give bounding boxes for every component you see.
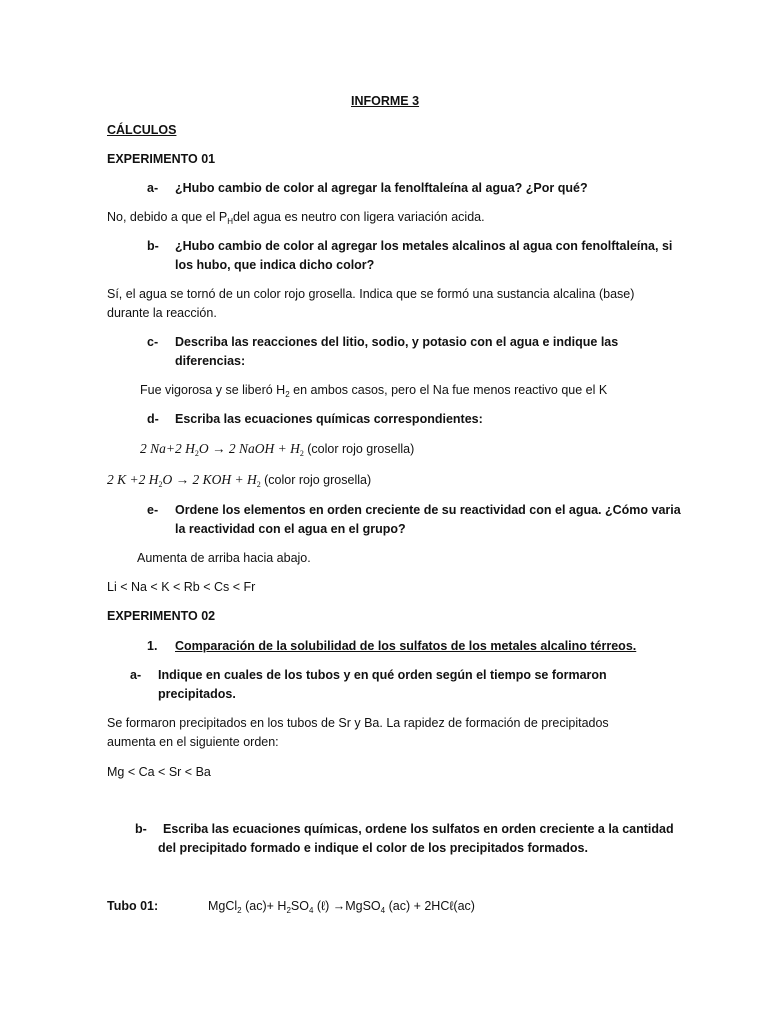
list-marker: b- bbox=[135, 822, 147, 836]
subscript: 2 bbox=[158, 480, 163, 489]
exp2-question-b-cont: del precipitado formado e indique el color de los precipitados formados. bbox=[158, 841, 588, 855]
exp1-answer-a bbox=[107, 208, 485, 227]
question-text: ¿Hubo cambio de color al agregar los metales alcalinos al agua con fenolftaleína, si bbox=[175, 239, 673, 253]
question-text: Describa las reacciones del litio, sodio, y potasio con el agua e indique las bbox=[175, 335, 619, 349]
exp1-question-a bbox=[147, 179, 588, 198]
equation-1 bbox=[140, 439, 414, 459]
subscript: 2 bbox=[285, 390, 290, 399]
subscript: H bbox=[227, 217, 234, 226]
list-marker: b- bbox=[147, 239, 159, 253]
equation-part: O bbox=[198, 441, 209, 456]
answer-text: Fue vigorosa y se liberó H bbox=[140, 383, 286, 397]
equation-note: (color rojo grosella) bbox=[307, 442, 415, 456]
tube-equation bbox=[208, 897, 475, 916]
exp1-question-c bbox=[147, 333, 618, 352]
equation-part: → 2 KOH + H bbox=[172, 472, 257, 487]
list-marker: e- bbox=[147, 503, 159, 517]
equation-2 bbox=[107, 470, 371, 490]
list-marker: 1. bbox=[147, 639, 158, 653]
reactivity-order: Li < Na < K < Rb < Cs < Fr bbox=[107, 580, 256, 594]
section-calculos: CÁLCULOS bbox=[107, 123, 177, 137]
exp1-question-b bbox=[147, 237, 672, 256]
question-text: Escriba las ecuaciones químicas, ordene los sulfatos en orden creciente a la cantidad bbox=[163, 822, 674, 836]
equation-note: (color rojo grosella) bbox=[264, 473, 372, 487]
exp2-question-b bbox=[135, 820, 674, 839]
equation-part: (ac) + 2HCℓ(ac) bbox=[385, 899, 475, 913]
exp1-question-e-cont: la reactividad con el agua en el grupo? bbox=[175, 522, 406, 536]
answer-text: en ambos casos, pero el Na fue menos reactivo que el K bbox=[289, 383, 608, 397]
exp1-question-c-cont: diferencias: bbox=[175, 354, 246, 368]
subscript: 2 bbox=[194, 449, 199, 458]
equation-part: SO bbox=[290, 899, 309, 913]
tube-label: Tubo 01: bbox=[107, 899, 159, 913]
question-text: Ordene los elementos en orden creciente de su reactividad con el agua. ¿Cómo varia bbox=[175, 503, 681, 517]
exp2-question-a bbox=[130, 666, 607, 685]
equation-part: → 2 NaOH + H bbox=[208, 441, 300, 456]
subscript: 2 bbox=[299, 449, 304, 458]
exp1-answer-b-line1: Sí, el agua se tornó de un color rojo grosella. Indica que se formó una sustancia alcalina (base) bbox=[107, 287, 635, 301]
equation-part: MgCl bbox=[208, 899, 238, 913]
subscript: 2 bbox=[256, 480, 261, 489]
list-marker: a- bbox=[130, 668, 142, 682]
list-marker: c- bbox=[147, 335, 159, 349]
question-text: Escriba las ecuaciones químicas correspondientes: bbox=[175, 412, 483, 426]
subscript: 4 bbox=[380, 906, 386, 915]
subscript: 4 bbox=[308, 906, 314, 915]
subscript: 2 bbox=[237, 906, 242, 915]
exp2-heading: EXPERIMENTO 02 bbox=[107, 609, 216, 623]
item-text: Comparación de la solubilidad de los sulfatos de los metales alcalino térreos. bbox=[175, 639, 637, 653]
exp1-answer-b-line2: durante la reacción. bbox=[107, 306, 217, 320]
exp2-question-a-cont: precipitados. bbox=[158, 687, 236, 701]
answer-text: No, debido a que el P bbox=[107, 210, 228, 224]
exp2-item-1 bbox=[147, 637, 636, 656]
list-marker: d- bbox=[147, 412, 159, 426]
exp1-heading: EXPERIMENTO 01 bbox=[107, 152, 216, 166]
answer-text: del agua es neutro con ligera variación acida. bbox=[233, 210, 485, 224]
question-text: ¿Hubo cambio de color al agregar la fenolftaleína al agua? ¿Por qué? bbox=[175, 181, 588, 195]
equation-part: 2 K +2 H bbox=[107, 472, 159, 487]
subscript: 2 bbox=[286, 906, 291, 915]
exp1-answer-e: Aumenta de arriba hacia abajo. bbox=[137, 551, 311, 565]
precipitate-order: Mg < Ca < Sr < Ba bbox=[107, 765, 211, 779]
exp1-question-e bbox=[147, 501, 681, 520]
exp1-question-b-cont: los hubo, que indica dicho color? bbox=[175, 258, 375, 272]
exp1-question-d bbox=[147, 410, 483, 429]
equation-part: (ac)+ H bbox=[241, 899, 287, 913]
exp1-answer-c bbox=[140, 381, 607, 400]
question-text: Indique en cuales de los tubos y en qué orden según el tiempo se formaron bbox=[158, 668, 607, 682]
list-marker: a- bbox=[147, 181, 159, 195]
report-title: INFORME 3 bbox=[351, 94, 420, 108]
exp2-answer-a-line2: aumenta en el siguiente orden: bbox=[107, 735, 279, 749]
equation-part: 2 Na+2 H bbox=[140, 441, 195, 456]
equation-part: (ℓ) →MgSO bbox=[313, 899, 381, 913]
exp2-answer-a-line1: Se formaron precipitados en los tubos de Sr y Ba. La rapidez de formación de precipitados bbox=[107, 716, 609, 730]
equation-part: O bbox=[162, 472, 173, 487]
